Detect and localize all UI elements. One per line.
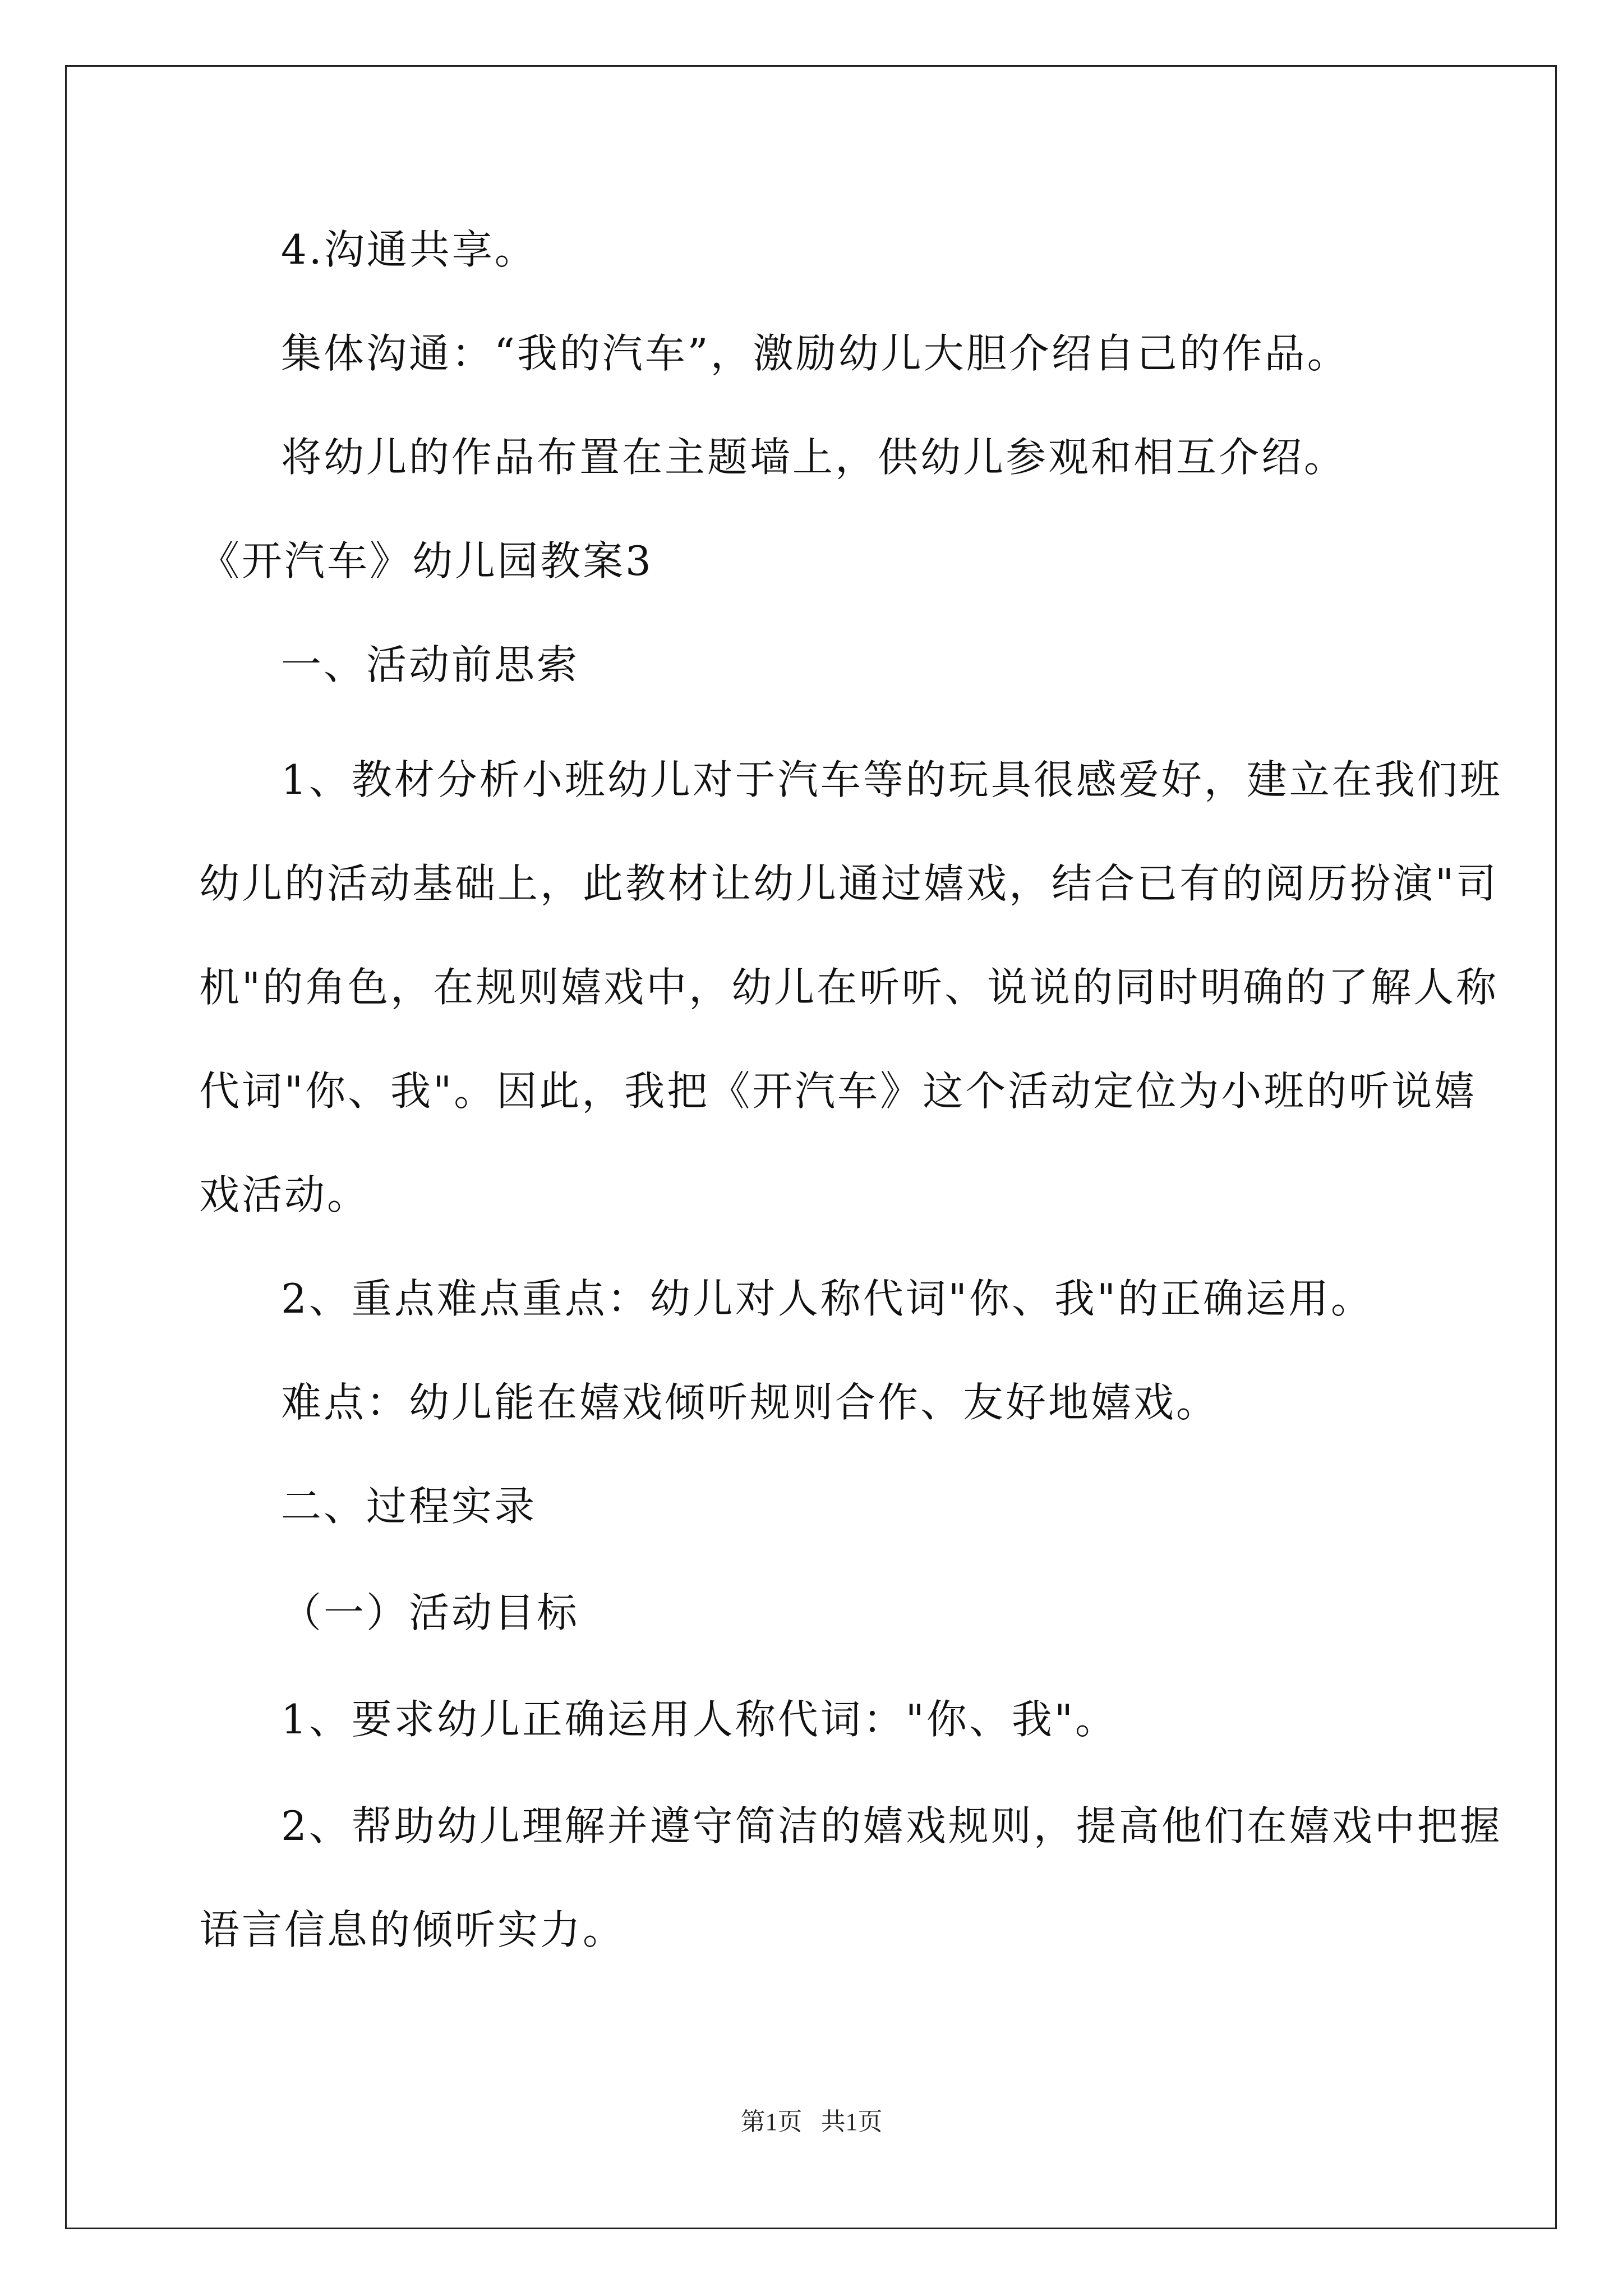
heading-activity-goals: （一）活动目标 bbox=[281, 1589, 580, 1636]
heading-pre-activity: 一、活动前思索 bbox=[281, 641, 580, 688]
paragraph-goal-2-line-1: 2、帮助幼儿理解并遵守简洁的嬉戏规则，提高他们在嬉戏中把握 bbox=[281, 1802, 1502, 1849]
paragraph-section-4: 4.沟通共享。 bbox=[281, 226, 537, 273]
paragraph-group-communication: 集体沟通：“我的汽车”，激励幼儿大胆介绍自己的作品。 bbox=[281, 330, 1350, 377]
paragraph-display-works: 将幼儿的作品布置在主题墙上，供幼儿参观和相互介绍。 bbox=[281, 434, 1347, 481]
section-title: 《开汽车》幼儿园教案3 bbox=[199, 537, 653, 585]
paragraph-material-analysis-line-5: 戏活动。 bbox=[199, 1171, 370, 1218]
paragraph-material-analysis-line-3: 机"的角色，在规则嬉戏中，幼儿在听听、说说的同时明确的了解人称 bbox=[199, 964, 1499, 1011]
page-footer: 第1页 共1页 bbox=[740, 2108, 883, 2136]
paragraph-difficulties: 难点：幼儿能在嬉戏倾听规则合作、友好地嬉戏。 bbox=[281, 1379, 1219, 1426]
paragraph-material-analysis-line-2: 幼儿的活动基础上，此教材让幼儿通过嬉戏，结合已有的阅历扮演"司 bbox=[199, 860, 1499, 907]
paragraph-key-points: 2、重点难点重点：幼儿对人称代词"你、我"的正确运用。 bbox=[281, 1275, 1374, 1322]
paragraph-material-analysis-line-4: 代词"你、我"。因此，我把《开汽车》这个活动定位为小班的听说嬉 bbox=[199, 1068, 1477, 1115]
paragraph-goal-2-line-2: 语言信息的倾听实力。 bbox=[199, 1906, 626, 1953]
paragraph-material-analysis-line-1: 1、教材分析小班幼儿对于汽车等的玩具很感爱好，建立在我们班 bbox=[281, 756, 1502, 803]
paragraph-goal-1: 1、要求幼儿正确运用人称代词："你、我"。 bbox=[281, 1696, 1118, 1743]
heading-process-record: 二、过程实录 bbox=[281, 1483, 537, 1530]
